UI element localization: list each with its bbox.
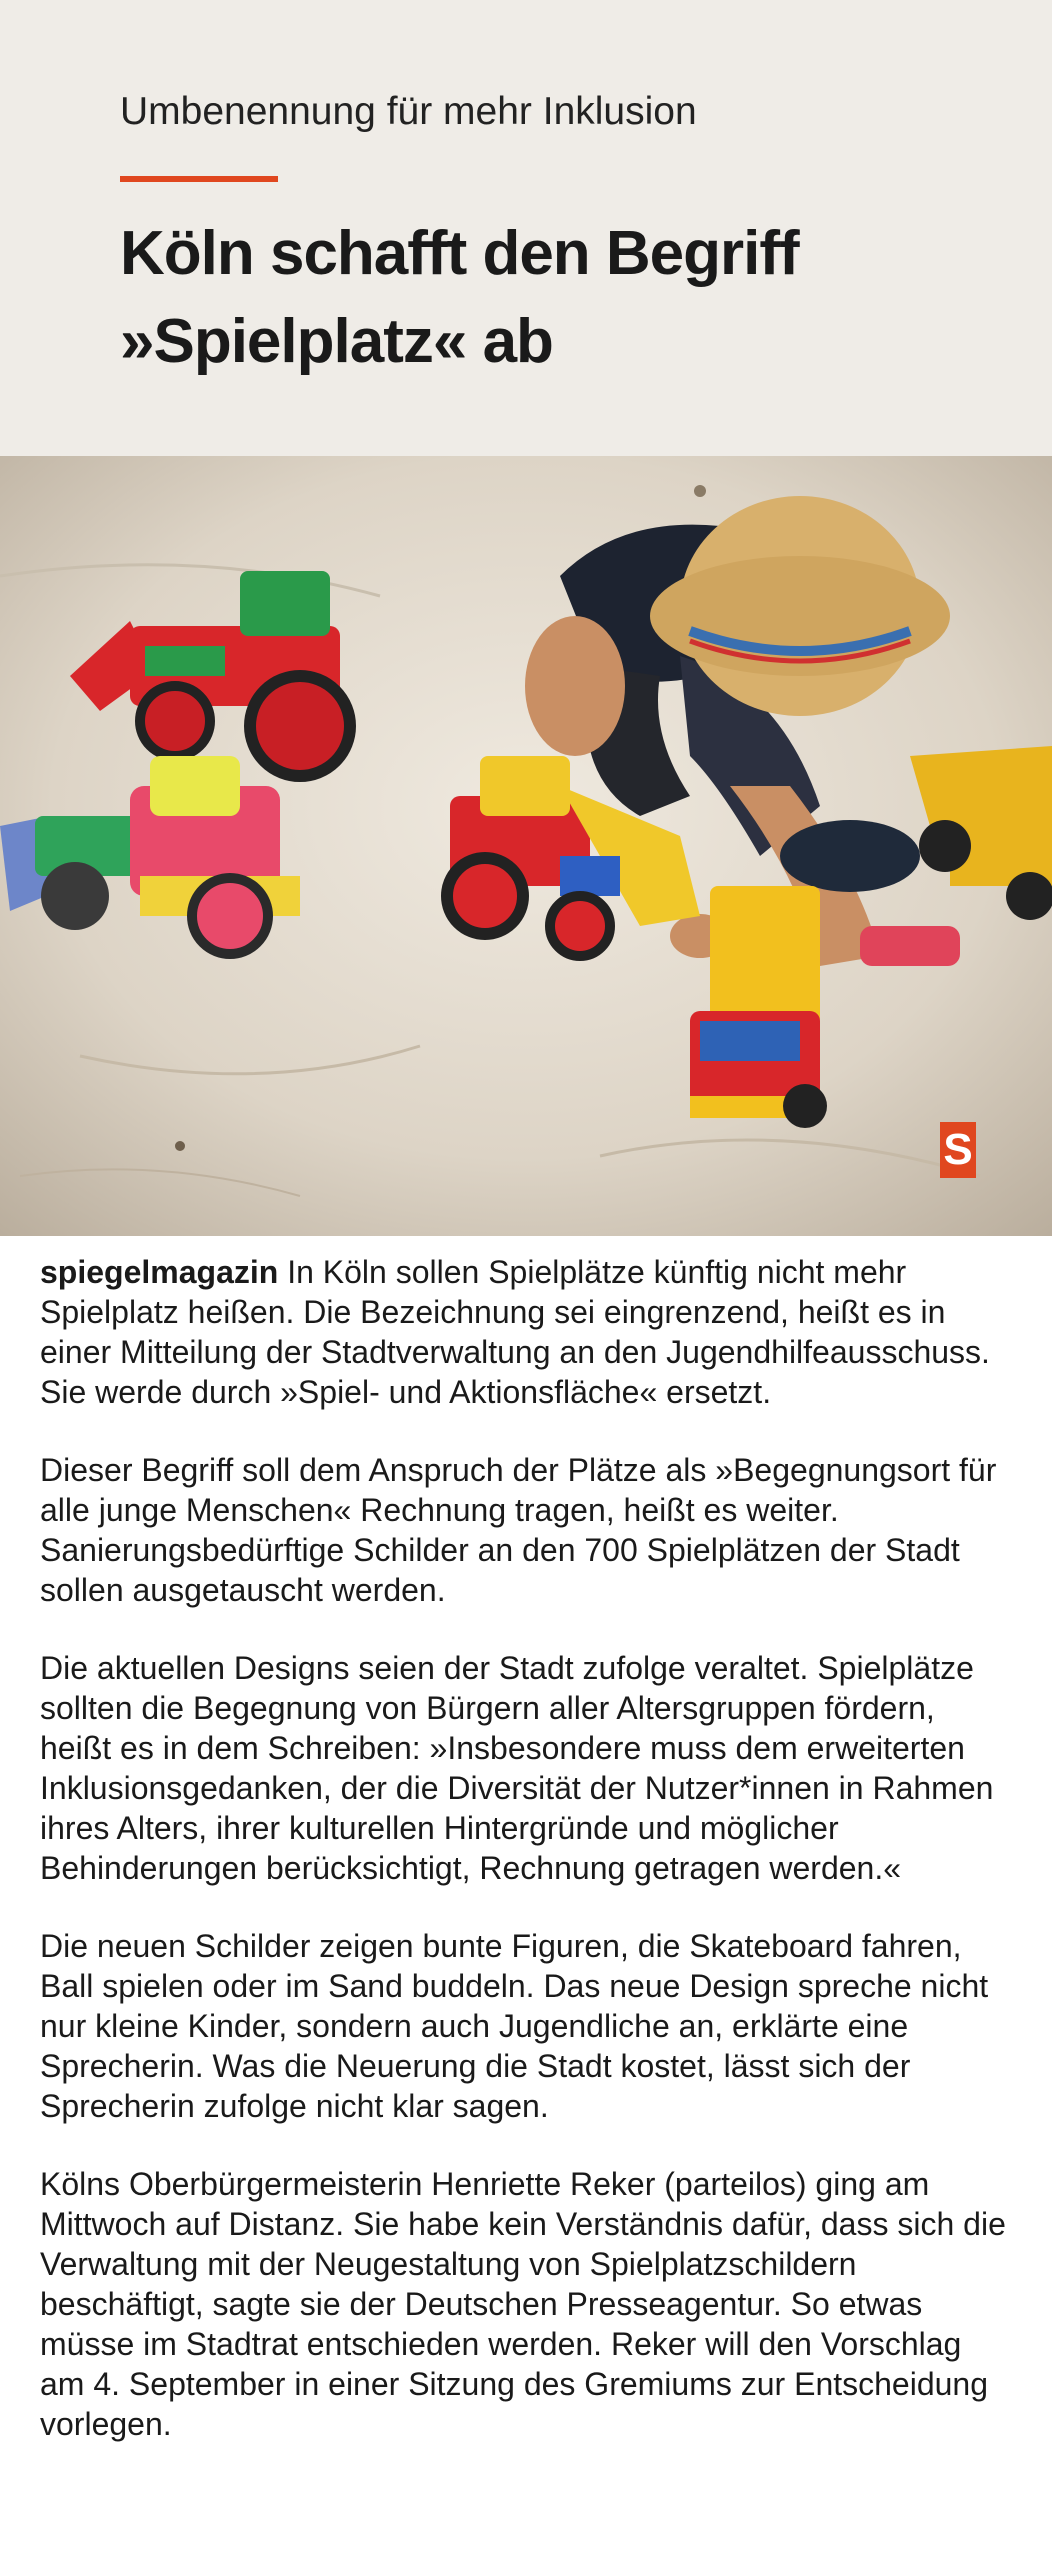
hero-photo-illustration bbox=[0, 456, 1052, 1236]
toy-shovel bbox=[860, 926, 960, 966]
toy-truck-bottom bbox=[690, 886, 827, 1128]
article-paragraph: Die aktuellen Designs seien der Stadt zufolge veraltet. Spielplätze sollten die Begegnung von Bürgern aller Altersgruppen fördern, heißt es in dem Schreiben: »Insbesondere muss dem erweiterten Inklusionsgedanken, der die Diversität der Nutzer*innen in Rahmen ihres Alters, ihrer kulturellen Hintergründe und möglicher Behinderungen berücksichtigt, Rechnung getragen werden.« bbox=[40, 1650, 994, 1886]
accent-divider bbox=[120, 176, 278, 182]
article-paragraph: Kölns Oberbürgermeisterin Henriette Reker (parteilos) ging am Mittwoch auf Distanz. Sie habe kein Verständnis dafür, dass sich die Verwaltung mit der Neugestaltung von Spielplatzschildern beschäftigt, sagte sie der Deutschen Presseagentur. So etwas müsse im Stadtrat entschieden werden. Reker will den Vorschlag am 4. September in einer Sitzung des Gremiums zur Entscheidung vorlegen. bbox=[40, 2166, 1006, 2442]
source-label[interactable]: spiegelmagazin bbox=[40, 1254, 279, 1290]
spiegel-logo-icon: S bbox=[940, 1122, 976, 1178]
paragraph-text: In Köln sollen Spielplätze künftig nicht mehr Spielplatz heißen. Die Bezeichnung sei eingrenzend, heißt es in einer Mitteilung der Stadtverwaltung an den Jugendhilfeausschuss. Sie werde durch »Spiel- und Aktionsfläche« ersetzt. bbox=[40, 1254, 990, 1410]
article-header bbox=[0, 0, 1052, 456]
article-paragraph: Dieser Begriff soll dem Anspruch der Plätze als »Begegnungsort für alle junge Menschen« Rechnung tragen, heißt es weiter. Sanierungsbedürftige Schilder an den 700 Spielplätzen der Stadt sollen ausgetauscht werden. bbox=[40, 1452, 997, 1608]
article-headline: Köln schafft den Begriff »Spielplatz« ab bbox=[120, 219, 799, 376]
image-credit: IMAGO bbox=[14, 1404, 30, 1456]
article-paragraph: Die neuen Schilder zeigen bunte Figuren, die Skateboard fahren, Ball spielen oder im Sand buddeln. Das neue Design spreche nicht nur kleine Kinder, sondern auch Jugendliche an, erklärte eine Sprecherin. Was die Neuerung die Stadt kostet, lässt sich der Sprecherin zufolge nicht klar sagen. bbox=[40, 1928, 989, 2124]
article-body bbox=[0, 1236, 1052, 2444]
article-kicker: Umbenennung für mehr Inklusion bbox=[120, 90, 697, 133]
article-paragraph bbox=[40, 1252, 1012, 1412]
